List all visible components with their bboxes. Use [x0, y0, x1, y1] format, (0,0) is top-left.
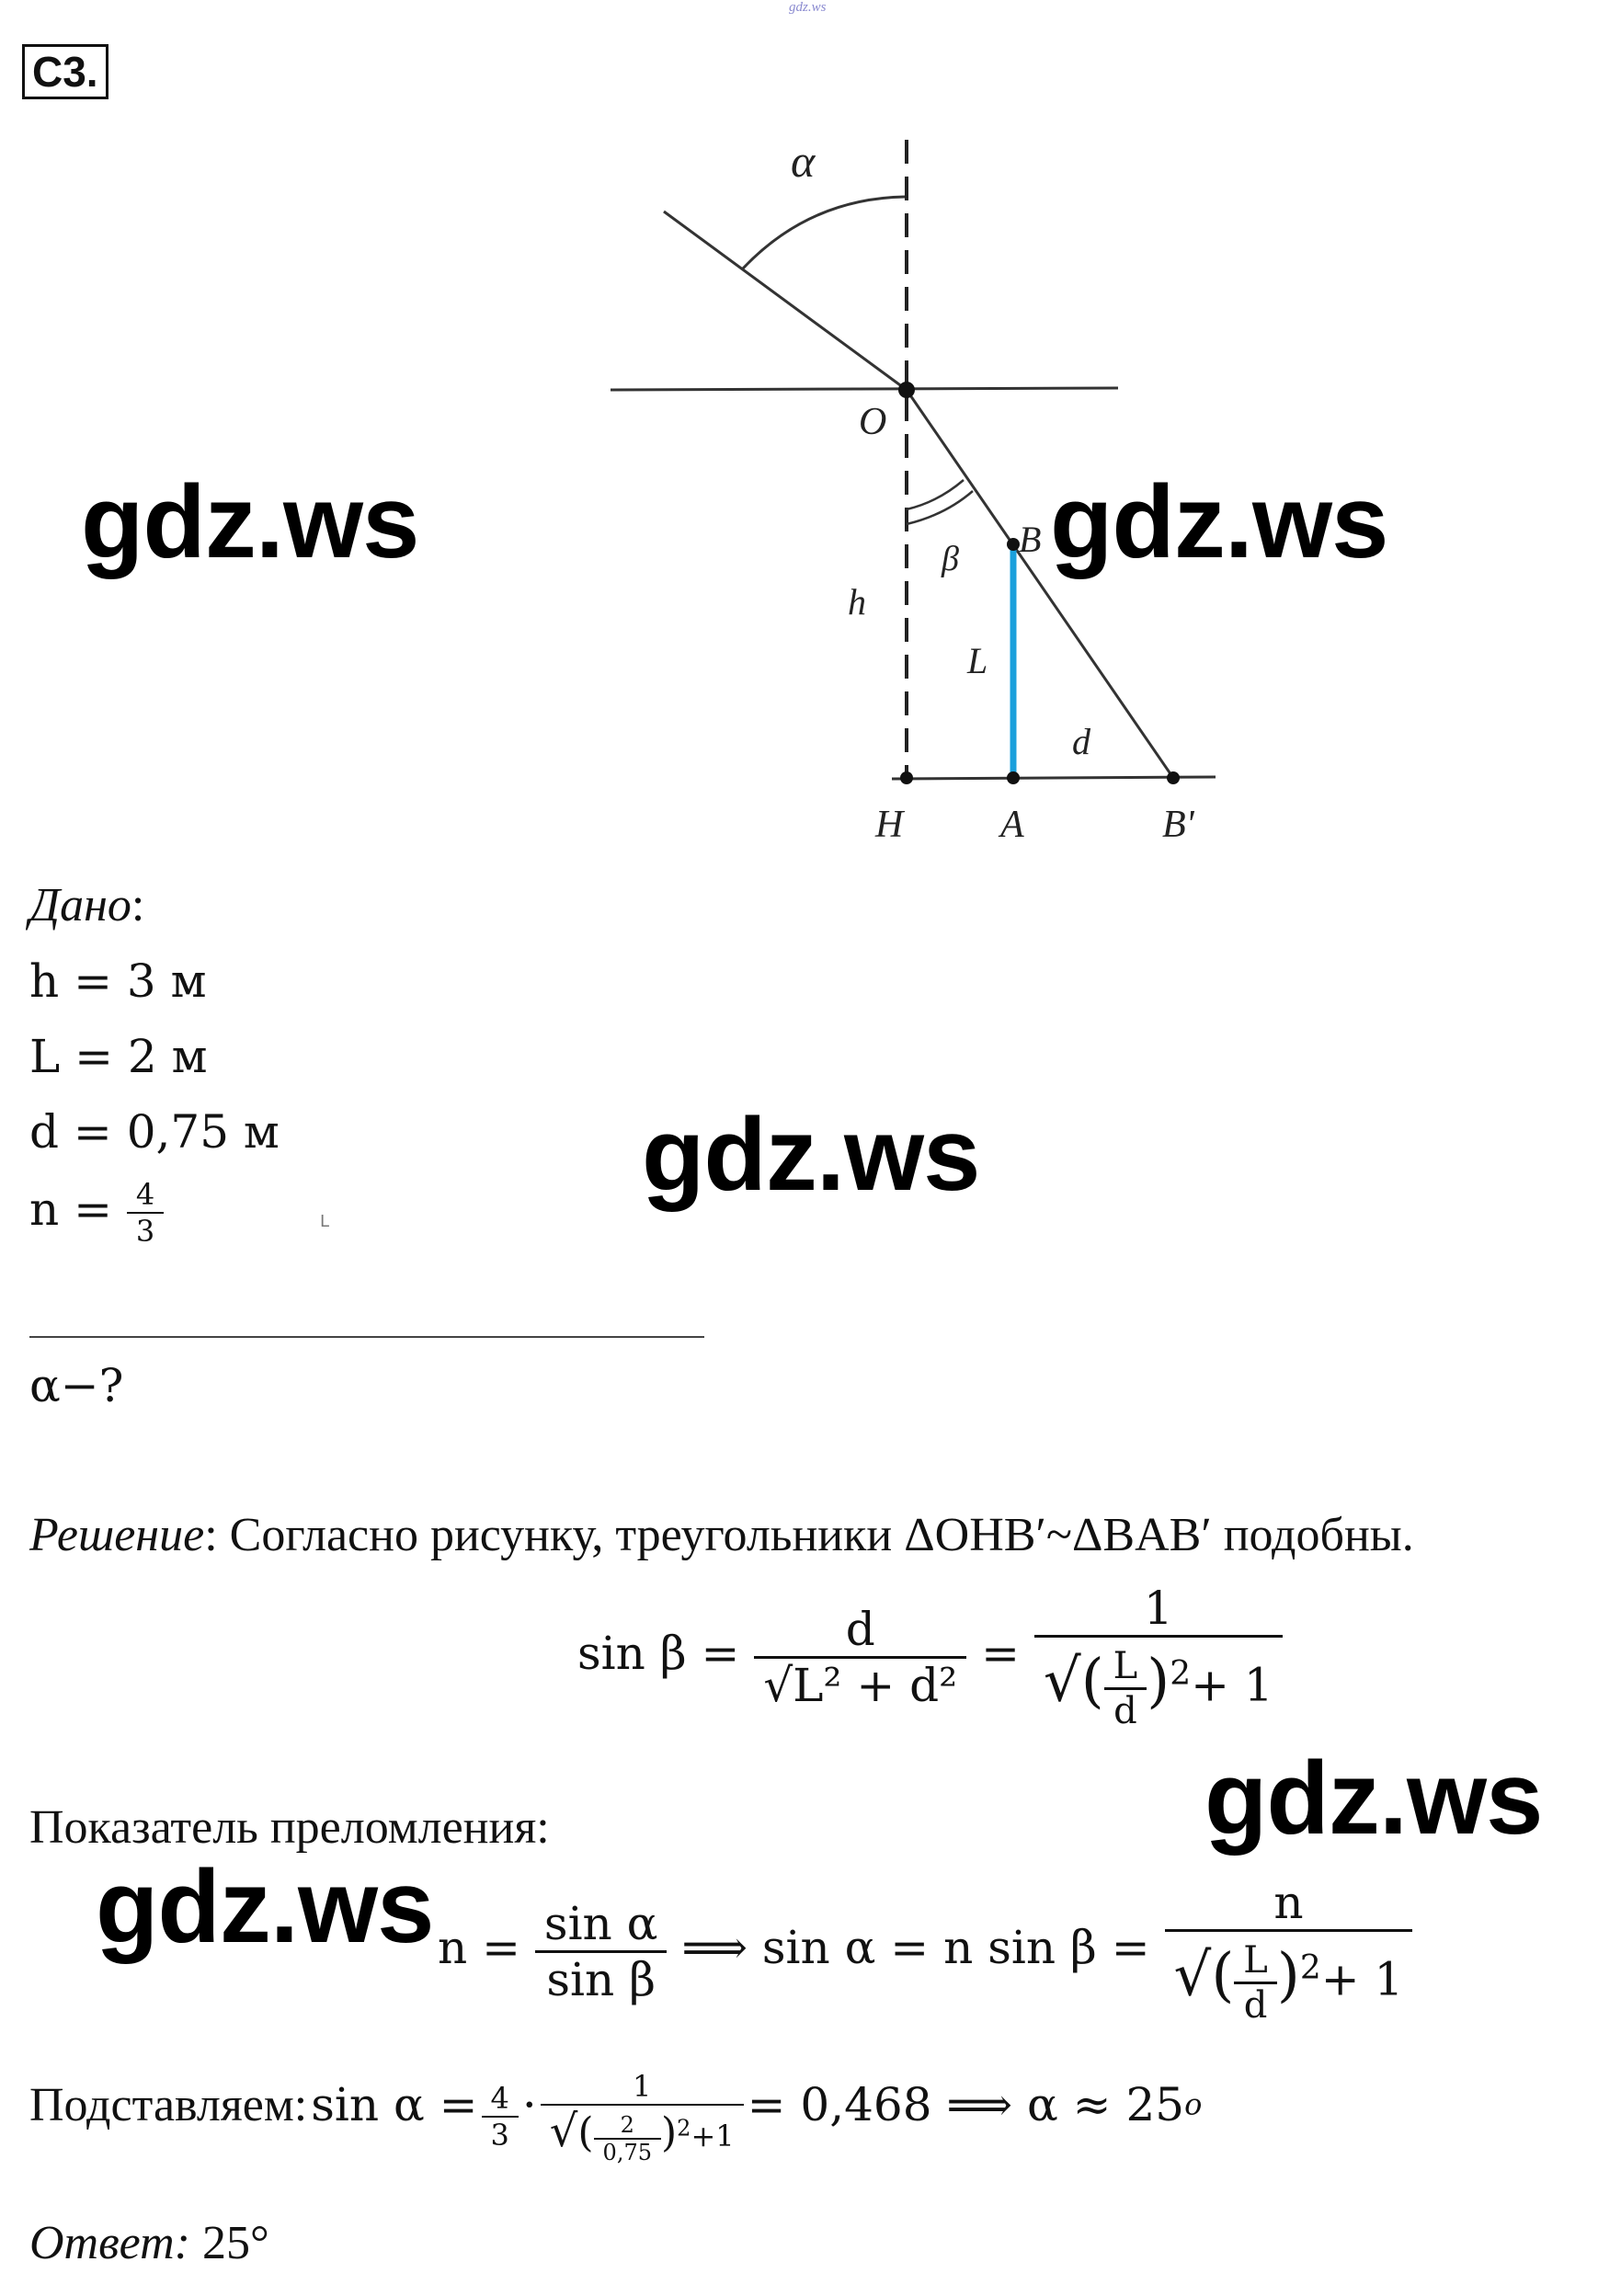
equals-sign: = — [981, 1627, 1021, 1680]
answer-value: 25° — [189, 2217, 269, 2269]
root-sign: √ — [1173, 1941, 1212, 2010]
fraction-den — [1165, 1929, 1413, 2027]
fraction-den — [541, 2104, 744, 2165]
given-n-num: 4 — [135, 1177, 155, 1212]
plus-one: + 1 — [1191, 1658, 1273, 1712]
substitute-label: Подставляем: — [29, 2078, 308, 2131]
root-sign: √ — [549, 2106, 578, 2157]
refracted-ray — [907, 390, 1173, 778]
watermark: gdz.ws — [1204, 1741, 1543, 1856]
substitution-line — [29, 2069, 1202, 2165]
paren-left: ( — [1211, 1941, 1235, 2010]
fraction-den: sin β — [535, 1950, 668, 2006]
fraction-num: 1 — [1143, 1582, 1173, 1635]
label-L: L — [967, 640, 988, 681]
fraction-one-over-root — [1034, 1582, 1283, 1732]
label-A: A — [1000, 804, 1024, 846]
exponent: 2 — [1170, 1654, 1192, 1693]
fraction-den: 3 — [482, 2116, 519, 2153]
find-alpha: α−? — [29, 1359, 124, 1412]
fraction-num: 4 — [490, 2081, 509, 2117]
point-B — [1007, 538, 1020, 551]
label-d: d — [1072, 721, 1090, 762]
fraction-num: 1 — [633, 2069, 652, 2104]
exponent: 2 — [677, 2115, 691, 2142]
watermark: gdz.ws — [1050, 464, 1388, 579]
inner-num: L — [1243, 1939, 1268, 1982]
label-beta: β — [942, 540, 959, 578]
plus-one: + 1 — [1320, 1952, 1404, 2006]
given-title-word: Дано — [29, 879, 131, 931]
refraction-formula — [438, 1876, 1412, 2027]
surface-line — [611, 388, 1118, 390]
inner-num: L — [1113, 1645, 1138, 1687]
solution-label: Решение — [29, 1509, 205, 1561]
fraction-den — [1034, 1635, 1283, 1732]
exponent: 2 — [1299, 1948, 1321, 1987]
label-H: H — [875, 804, 904, 846]
given-n — [29, 1177, 164, 1249]
point-Bprime — [1167, 771, 1180, 784]
given-title-colon: : — [131, 879, 145, 931]
label-h: h — [848, 581, 866, 623]
given-d: d = 0,75 м — [29, 1105, 280, 1159]
given-separator — [29, 1336, 704, 1338]
dot-operator: · — [521, 2077, 537, 2131]
given-n-label: n = — [29, 1182, 112, 1236]
incident-ray — [664, 211, 907, 390]
fraction-four-thirds — [482, 2081, 519, 2153]
n-lhs: n = — [438, 1921, 520, 1974]
fraction-num: d — [845, 1602, 875, 1656]
label-alpha: α — [791, 135, 816, 187]
root-sign: √ — [1043, 1647, 1081, 1716]
sub-result: = 0,468 ⟹ α ≈ 25 — [747, 2077, 1185, 2131]
given-L: L = 2 м — [29, 1030, 208, 1083]
paren-right: ) — [1276, 1941, 1300, 2010]
alpha-arc — [743, 197, 905, 268]
point-H — [900, 771, 913, 784]
fraction-one-over-root-numeric — [541, 2069, 744, 2165]
fraction-num: n — [1273, 1876, 1304, 1929]
label-B: B — [1019, 519, 1042, 560]
sin-beta-formula — [577, 1582, 1283, 1732]
solution-line — [29, 1508, 1414, 1562]
answer-label: Ответ: — [29, 2217, 190, 2269]
inner-fraction — [594, 2112, 661, 2165]
inner-den: d — [1234, 1982, 1277, 2027]
implies-text: ⟹ sin α = n sin β = — [681, 1921, 1150, 1974]
sub-lhs: sin α = — [311, 2077, 478, 2131]
paren-right: ) — [1147, 1647, 1170, 1716]
fraction-den: √L² + d² — [754, 1656, 966, 1712]
given-n-fraction — [127, 1177, 164, 1249]
given-h: h = 3 м — [29, 954, 207, 1008]
watermark: gdz.ws — [81, 464, 419, 579]
sin-beta-lhs: sin β = — [577, 1627, 740, 1680]
answer-line — [29, 2216, 269, 2270]
given-n-den: 3 — [127, 1212, 164, 1249]
paren-left: ( — [1080, 1647, 1104, 1716]
inner-num: 2 — [620, 2111, 634, 2138]
top-watermark: gdz.ws — [789, 0, 827, 15]
label-O: O — [859, 401, 887, 443]
solution-text: Согласно рисунку, треугольники ΔOHB′~ΔBAB′ подобны. — [217, 1509, 1414, 1561]
inner-fraction — [1104, 1645, 1147, 1732]
point-A — [1007, 771, 1020, 784]
watermark: gdz.ws — [642, 1097, 980, 1212]
fraction-sin-ratio — [535, 1897, 668, 2006]
inner-den: 0,75 — [594, 2138, 661, 2165]
watermark: gdz.ws — [96, 1849, 434, 1964]
problem-label: С3. — [22, 44, 108, 99]
point-O — [898, 382, 915, 398]
fraction-n-over-root — [1165, 1876, 1413, 2027]
label-Bprime: B' — [1162, 804, 1194, 846]
refraction-label: Показатель преломления: — [29, 1801, 550, 1854]
inner-den: d — [1104, 1687, 1147, 1732]
stray-mark: L — [320, 1212, 330, 1231]
given-title — [29, 878, 144, 932]
plus-one: +1 — [691, 2119, 735, 2153]
fraction-num: sin α — [543, 1896, 658, 1950]
inner-fraction — [1234, 1939, 1277, 2027]
paren-left: ( — [577, 2109, 594, 2156]
degree-sign: o — [1184, 2086, 1203, 2122]
fraction-d-over-root — [754, 1603, 966, 1712]
paren-right: ) — [660, 2109, 678, 2156]
solution-colon: : — [204, 1509, 218, 1561]
